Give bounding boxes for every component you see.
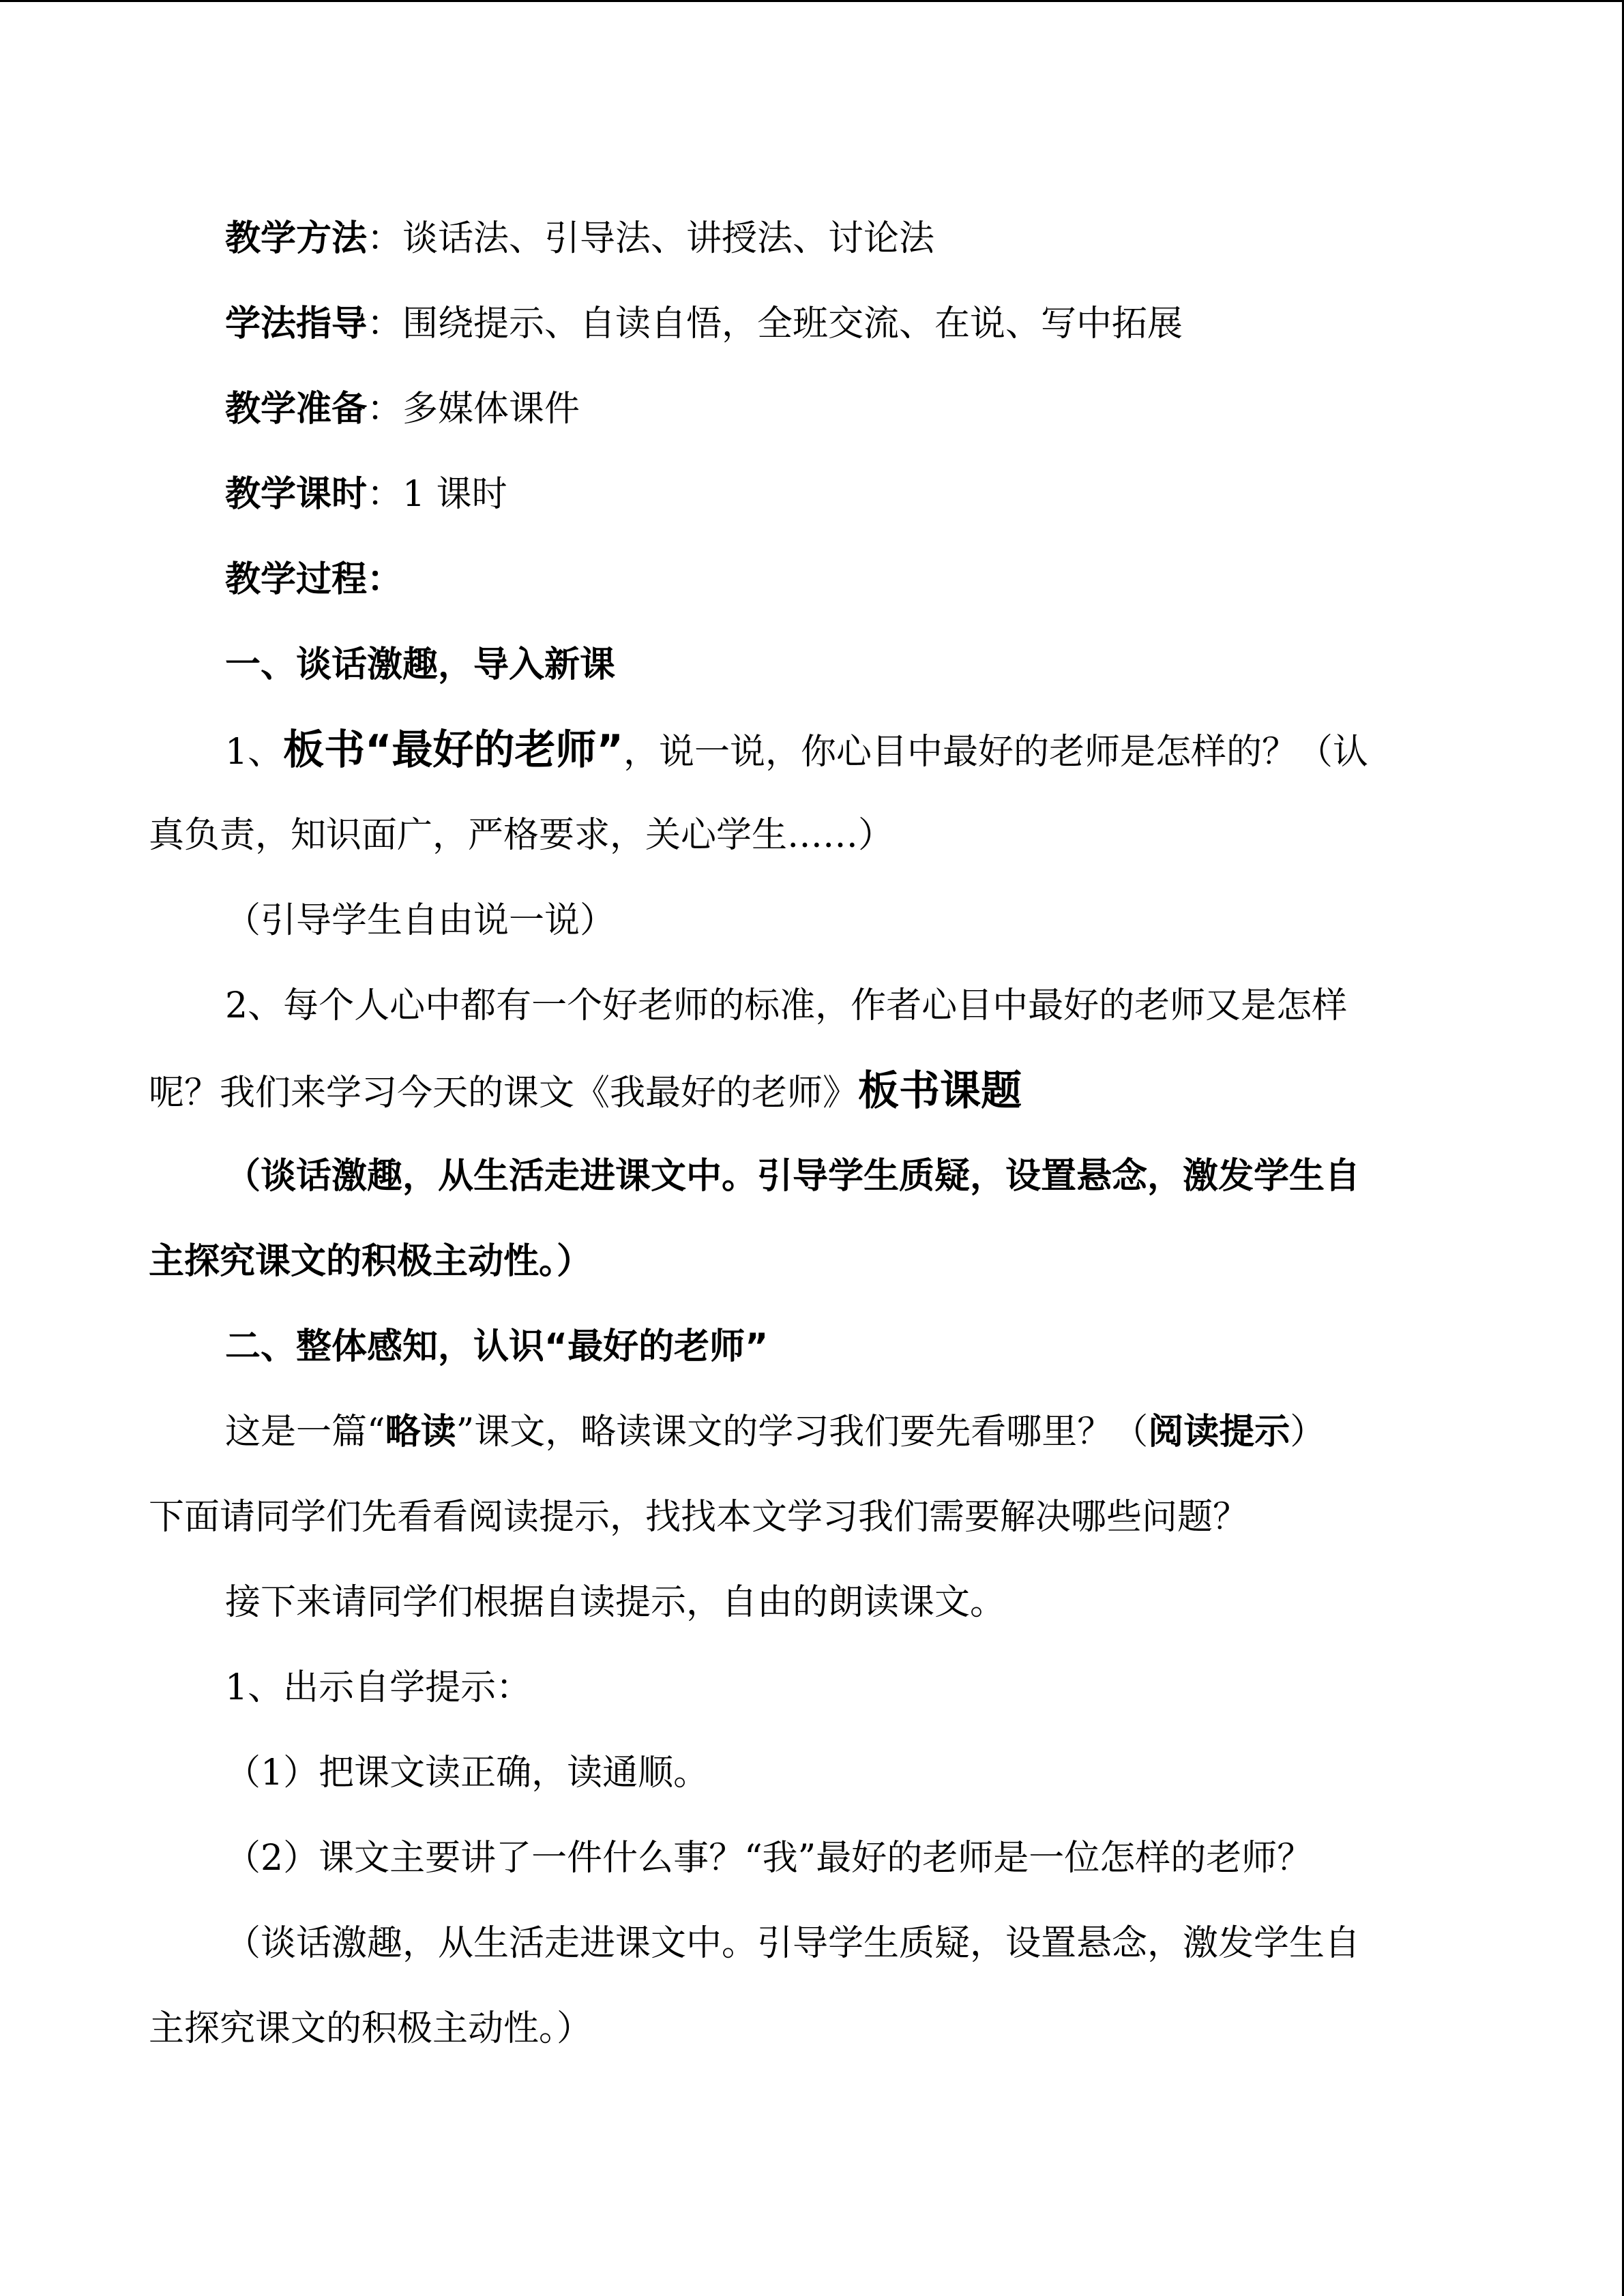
teaching-hours-line — [225, 471, 507, 518]
paragraph-6: 接下来请同学们根据自读提示，自由的朗读课文。 — [225, 1582, 1006, 1623]
paragraph-5-part-c: ”课文，略读课文的学习我们要先看哪里？（ — [456, 1412, 1149, 1452]
paragraph-3-line-2 — [149, 1067, 1022, 1117]
paragraph-5 — [225, 1408, 1325, 1456]
teaching-prep-line — [225, 385, 580, 433]
teaching-method-value: ：谈话法、引导法、讲授法、讨论法 — [367, 218, 935, 259]
paragraph-1-text: ，说一说，你心目中最好的老师是怎样的？（认 — [623, 732, 1368, 773]
teaching-method-line — [225, 215, 934, 263]
section-heading-1: 一、谈话激趣，导入新课 — [225, 644, 616, 685]
paragraph-3-text: 呢？我们来学习今天的课文《我最好的老师》 — [149, 1073, 859, 1114]
page-border-top — [0, 0, 1624, 2]
paragraph-5-reading-tips: 阅读提示 — [1148, 1412, 1290, 1452]
paragraph-7: 1、出示自学提示： — [225, 1667, 532, 1708]
teaching-method-label: 教学方法 — [225, 218, 368, 259]
paragraph-5-skim-reading: 略读 — [385, 1412, 456, 1452]
teaching-process-line — [225, 556, 402, 603]
teaching-prep-label: 教学准备 — [225, 389, 368, 430]
section-heading-2: 二、整体感知，认识“最好的老师” — [225, 1326, 769, 1367]
study-guide-label: 学法指导 — [225, 303, 368, 344]
paragraph-5-part-e: ） — [1290, 1412, 1326, 1452]
study-guide-value: ：围绕提示、自读自悟，全班交流、在说、写中拓展 — [367, 303, 1183, 344]
teaching-prep-value: ：多媒体课件 — [367, 389, 580, 430]
paragraph-5-part-a: 这是一篇“ — [225, 1412, 385, 1452]
paragraph-4-line-1: （谈话激趣，从生活走进课文中。引导学生质疑，设置悬念，激发学生自 — [225, 1156, 1361, 1197]
paragraph-1-board-title: 板书“最好的老师” — [283, 726, 623, 774]
paragraph-10-line-2: 主探究课文的积极主动性。） — [149, 2008, 593, 2049]
paragraph-10-line-1: （谈话激趣，从生活走进课文中。引导学生质疑，设置悬念，激发学生自 — [225, 1923, 1361, 1964]
teaching-hours-label: 教学课时 — [225, 474, 368, 515]
paragraph-9: （2）课文主要讲了一件什么事？“我”最好的老师是一位怎样的老师？ — [225, 1838, 1313, 1879]
paragraph-8: （1）把课文读正确，读通顺。 — [225, 1753, 709, 1793]
teaching-hours-value: ：1 课时 — [367, 474, 507, 515]
teaching-process-label: 教学过程 — [225, 559, 368, 600]
paragraph-3-board-title: 板书课题 — [858, 1067, 1022, 1115]
paragraph-3-line-1: 2、每个人心中都有一个好老师的标准，作者心目中最好的老师又是怎样 — [225, 985, 1348, 1026]
paragraph-4-line-2: 主探究课文的积极主动性。） — [149, 1241, 593, 1282]
paragraph-1-prefix: 1、 — [225, 732, 284, 773]
paragraph-5-continued: 下面请同学们先看看阅读提示，找找本文学习我们需要解决哪些问题？ — [149, 1497, 1249, 1538]
teaching-process-colon: ： — [367, 559, 403, 600]
paragraph-2: （引导学生自由说一说） — [225, 900, 616, 941]
study-guide-line — [225, 300, 1183, 348]
paragraph-1-continued: 真负责，知识面广，严格要求，关心学生……） — [149, 815, 894, 856]
paragraph-1 — [225, 726, 1368, 776]
